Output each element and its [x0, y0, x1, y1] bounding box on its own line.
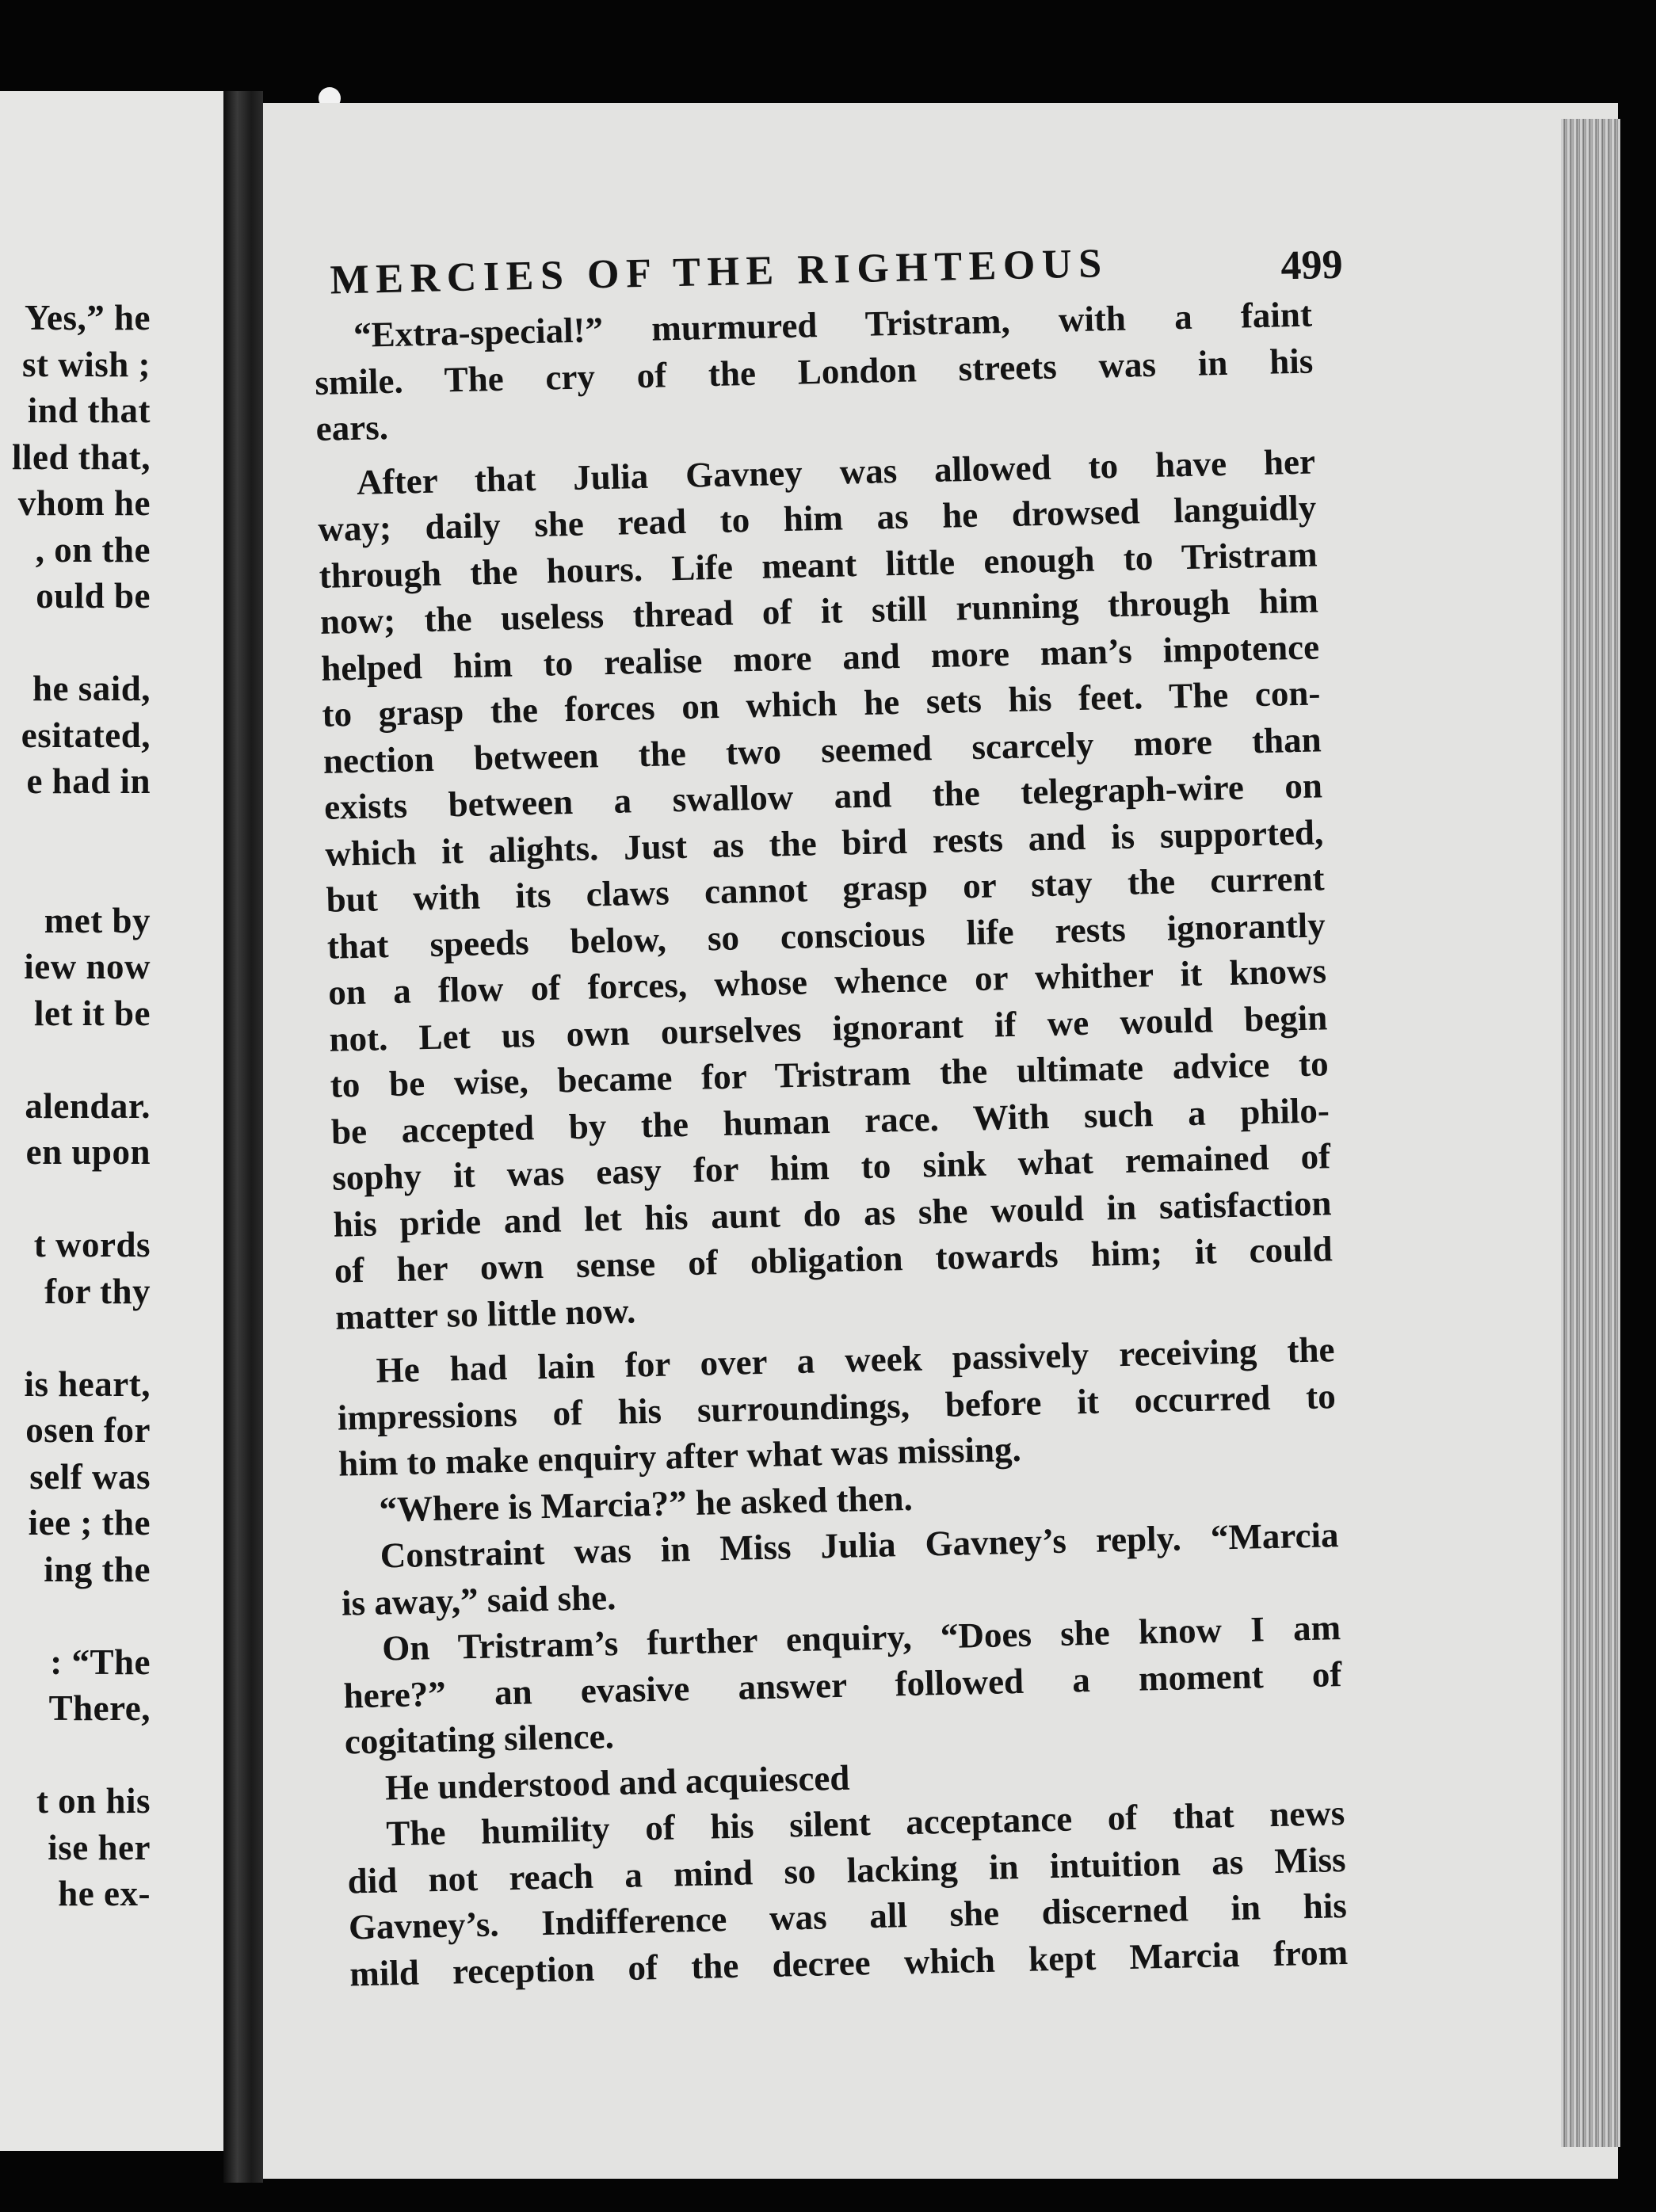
left-page-line: lled that, — [11, 437, 151, 477]
body-text-line: ears. — [315, 406, 389, 448]
body-text-line: matter so little now. — [334, 1290, 636, 1337]
body-text-line: “Extra-special!” murmured Tristram, with a faint — [353, 294, 1313, 355]
left-page-line: There, — [48, 1688, 151, 1728]
left-page-line: t on his — [36, 1781, 151, 1821]
body-text-line: his pride and let his aunt do as she would in satisfaction — [333, 1182, 1332, 1245]
body-text-line: now; the useless thread of it still running through him — [319, 580, 1319, 642]
body-text-line: is away,” said she. — [341, 1577, 616, 1623]
running-head-title: MERCIES OF THE RIGHTEOUS — [330, 241, 1109, 303]
body-text-line: him to make enquiry after what was missing. — [338, 1428, 1022, 1484]
body-text-line: helped him to realise more and more man’s impotence — [320, 626, 1320, 688]
body-text-line: The humility of his silent acceptance of that news — [385, 1793, 1345, 1854]
left-page-line: he ex- — [58, 1874, 151, 1913]
body-text-line: nection between the two seemed scarcely more than — [322, 719, 1322, 781]
page-edges — [1561, 119, 1620, 2147]
left-page-line: he said, — [32, 669, 151, 708]
body-text-line: be accepted by the human race. With such a philo- — [330, 1089, 1330, 1152]
body-text-line: to be wise, became for Tristram the ultimate advice to — [330, 1043, 1330, 1105]
left-page-line: met by — [44, 900, 151, 940]
body-text-line: He understood and acquiesced — [384, 1757, 850, 1807]
left-page-line: vhom he — [17, 483, 151, 523]
body-text-line: that speeds below, so conscious life rests ignorantly — [326, 904, 1326, 967]
left-page-line: alendar. — [25, 1085, 151, 1126]
facing-left-page — [0, 91, 223, 2151]
left-page-line: ise her — [48, 1827, 151, 1867]
body-text-line: which it alights. Just as the bird rests and is supported, — [324, 811, 1324, 874]
left-page-line: st wish ; — [21, 344, 151, 384]
body-text-line: He had lain for over a week passively receiving the — [376, 1329, 1335, 1390]
left-page-line: iee ; the — [28, 1503, 151, 1543]
left-page-line: en upon — [25, 1132, 151, 1172]
left-page-line: Yes,” he — [25, 298, 151, 338]
left-page-line: : “The — [50, 1642, 151, 1682]
body-text-line: sophy it was easy for him to sink what remained of — [331, 1136, 1331, 1198]
page-number: 499 — [1280, 242, 1344, 289]
left-page-line: osen for — [25, 1410, 151, 1450]
body-text-line: Gavney’s. Indifference was all she discerned in his — [348, 1886, 1348, 1947]
page-499 — [263, 103, 1618, 2179]
body-text-line: exists between a swallow and the telegraph-wire on — [323, 765, 1323, 827]
book-gutter — [223, 91, 263, 2183]
left-page-line: self was — [29, 1456, 151, 1497]
body-text-line: to grasp the forces on which he sets his feet. The con- — [322, 673, 1321, 734]
body-text-line: did not reach a mind so lacking in intuition as Miss — [347, 1839, 1346, 1901]
left-page-line: ould be — [36, 576, 151, 616]
body-text-line: mild reception of the decree which kept Marcia from — [349, 1932, 1349, 1993]
left-page-line: e had in — [26, 761, 151, 801]
body-text-line: through the hours. Life meant little enough to Tristram — [319, 533, 1318, 596]
left-page-line: , on the — [35, 529, 151, 570]
body-text-line: smile. The cry of the London streets was in his — [314, 340, 1314, 402]
body-text-line: on a flow of forces, whose whence or whither it knows — [327, 951, 1327, 1013]
left-page-line: ind that — [27, 391, 151, 430]
left-page-line: let it be — [34, 993, 151, 1033]
body-text-line: Constraint was in Miss Julia Gavney’s reply. “Marcia — [380, 1515, 1340, 1576]
page-text-block — [312, 235, 1407, 2174]
body-text-line: impressions of his surroundings, before it occurred to — [337, 1375, 1337, 1438]
body-text-line: but with its claws cannot grasp or stay the current — [326, 858, 1325, 920]
body-text-line: here?” an evasive answer followed a moment of — [343, 1653, 1342, 1716]
left-page-line: esitated, — [21, 715, 151, 755]
body-text-line: On Tristram’s further enquiry, “Does she know I am — [381, 1608, 1341, 1669]
body-text-line: way; daily she read to him as he drowsed languidly — [317, 487, 1317, 549]
left-page-line: t words — [33, 1225, 151, 1264]
body-text-line: of her own sense of obligation towards him; it could — [334, 1229, 1334, 1291]
body-text-line: “Where is Marcia?” he asked then. — [378, 1478, 914, 1530]
body-text-line: cogitating silence. — [344, 1716, 615, 1762]
left-page-line: iew now — [24, 947, 151, 986]
left-page-line: ing the — [44, 1549, 151, 1589]
body-text-line: not. Let us own ourselves ignorant if we would begin — [328, 997, 1328, 1059]
left-page-line: is heart, — [24, 1363, 151, 1404]
body-text-line: After that Julia Gavney was allowed to have her — [356, 440, 1316, 502]
left-page-line: for thy — [44, 1271, 151, 1311]
